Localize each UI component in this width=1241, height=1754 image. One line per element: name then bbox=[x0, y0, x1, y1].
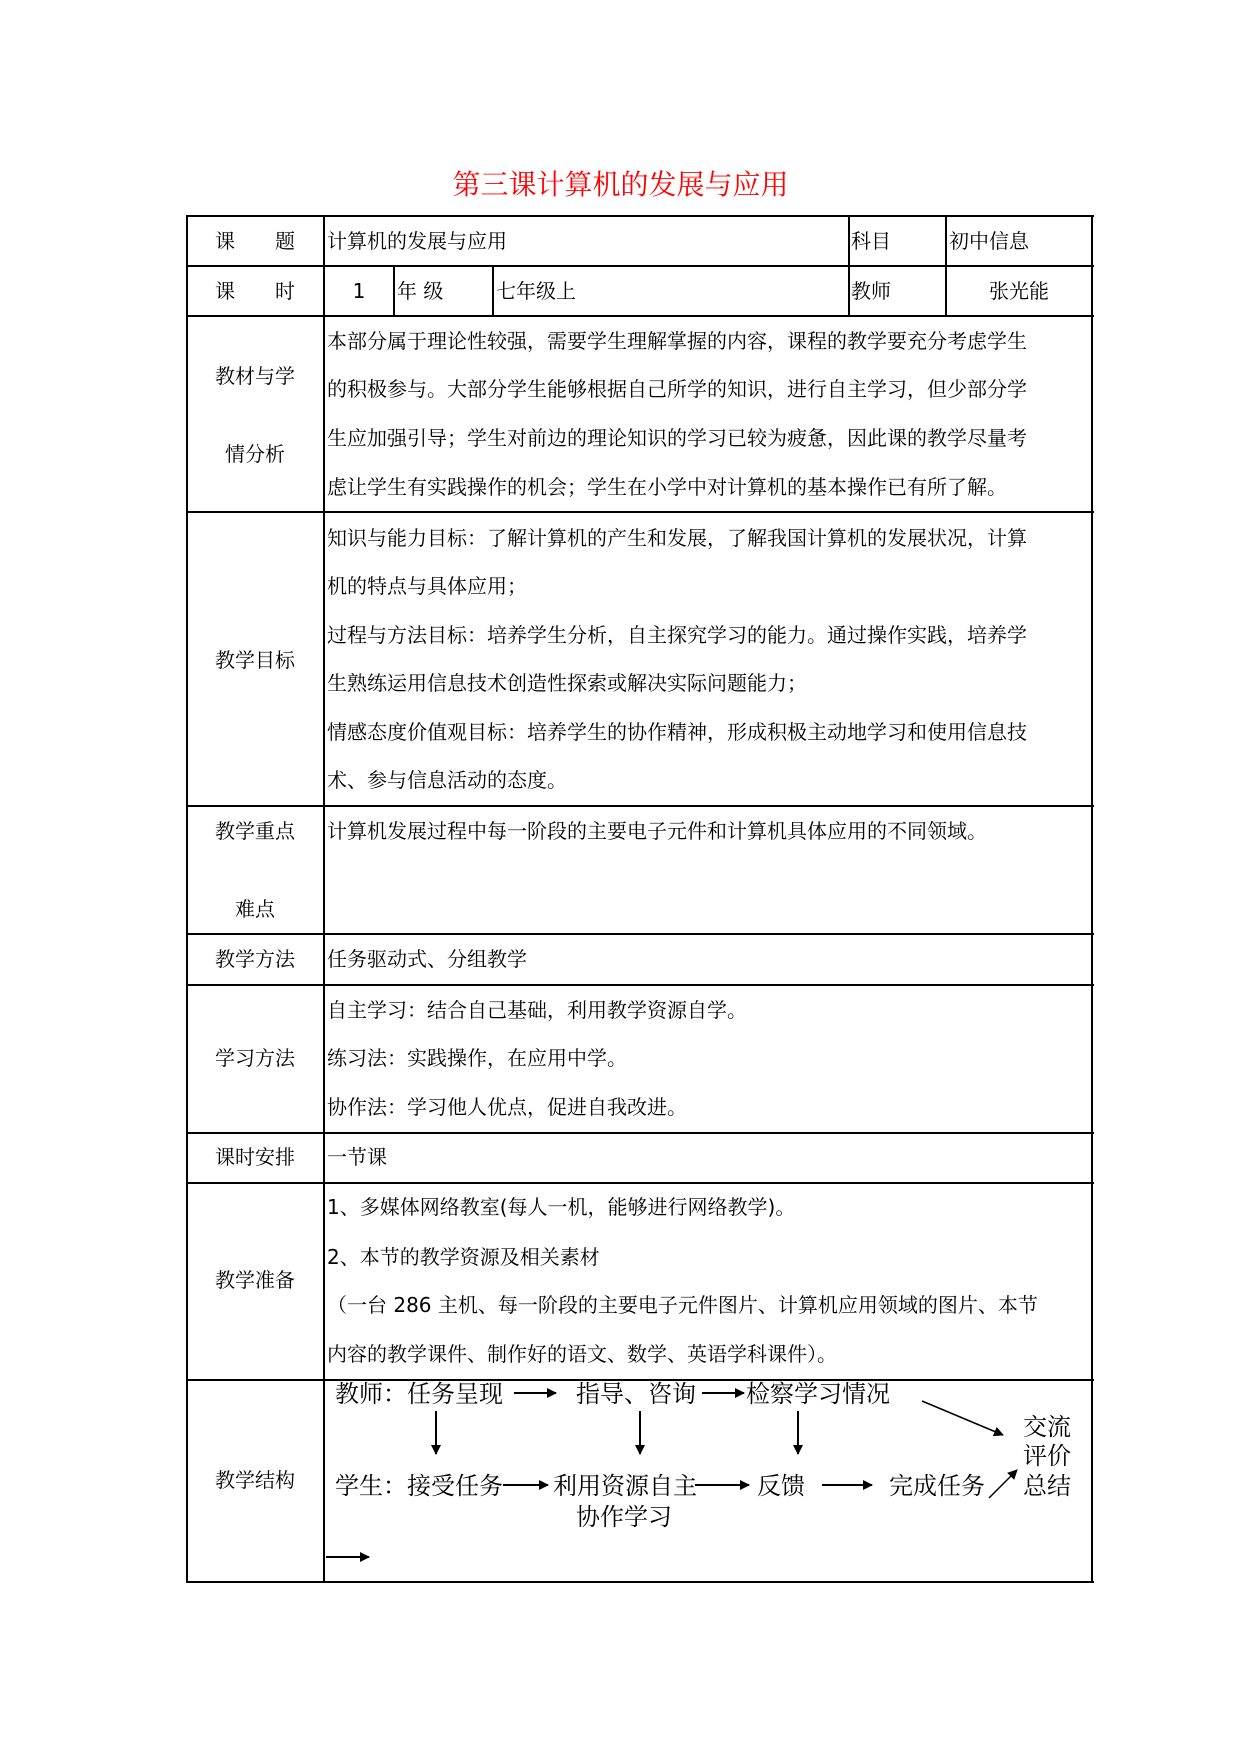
teacher-value: 张光能 bbox=[989, 279, 1049, 303]
learning-label: 学习方法 bbox=[215, 1046, 295, 1070]
teacher-step: 指导、咨询 bbox=[576, 1380, 696, 1408]
result-step: 评价 bbox=[1023, 1442, 1071, 1470]
method-text: 任务驱动式、分组教学 bbox=[327, 947, 527, 971]
teacher-step: 检察学习情况 bbox=[746, 1380, 890, 1408]
analysis-line: 的积极参与。大部分学生能够根据自己所学的知识，进行自主学习，但少部分学 bbox=[327, 377, 1027, 401]
topic-value: 计算机的发展与应用 bbox=[327, 229, 507, 253]
schedule-text: 一节课 bbox=[327, 1145, 387, 1169]
learning-line: 练习法：实践操作，在应用中学。 bbox=[327, 1046, 627, 1070]
student-step: 利用资源自主 bbox=[553, 1472, 697, 1500]
teacher-step: 教师：任务呈现 bbox=[335, 1380, 503, 1408]
goals-line: 生熟练运用信息技术创造性探索或解决实际问题能力； bbox=[327, 671, 807, 695]
learning-line: 自主学习：结合自己基础，利用教学资源自学。 bbox=[327, 998, 747, 1022]
structure-label: 教学结构 bbox=[215, 1468, 295, 1492]
focus-text: 计算机发展过程中每一阶段的主要电子元件和计算机具体应用的不同领域。 bbox=[327, 819, 987, 843]
topic-label: 课 题 bbox=[215, 229, 295, 253]
goals-line: 过程与方法目标：培养学生分析，自主探究学习的能力。通过操作实践，培养学 bbox=[327, 623, 1027, 647]
arrow-icon bbox=[989, 1470, 1017, 1498]
subject-label: 科目 bbox=[851, 229, 891, 253]
prep-line: 1、多媒体网络教室(每人一机，能够进行网络教学)。 bbox=[327, 1195, 796, 1219]
subject-value: 初中信息 bbox=[949, 229, 1029, 253]
goals-label: 教学目标 bbox=[215, 648, 295, 672]
page-title: 第三课计算机的发展与应用 bbox=[452, 168, 789, 201]
result-step: 总结 bbox=[1023, 1472, 1071, 1500]
analysis-label: 教材与学 bbox=[215, 364, 295, 388]
goals-line: 知识与能力目标：了解计算机的产生和发展，了解我国计算机的发展状况，计算 bbox=[327, 526, 1027, 550]
analysis-line: 生应加强引导；学生对前边的理论知识的学习已较为疲惫，因此课的教学尽量考 bbox=[327, 426, 1027, 450]
analysis-label: 情分析 bbox=[225, 442, 285, 466]
result-step: 交流 bbox=[1023, 1413, 1071, 1441]
focus-label: 教学重点 bbox=[215, 819, 295, 843]
student-step: 协作学习 bbox=[576, 1503, 672, 1531]
goals-line: 情感态度价值观目标：培养学生的协作精神，形成积极主动地学习和使用信息技 bbox=[327, 720, 1027, 744]
prep-line: （一台 286 主机、每一阶段的主要电子元件图片、计算机应用领域的图片、本节 bbox=[327, 1293, 1038, 1317]
goals-line: 机的特点与具体应用； bbox=[327, 574, 527, 598]
prep-line: 2、本节的教学资源及相关素材 bbox=[327, 1245, 600, 1269]
student-step: 完成任务 bbox=[889, 1472, 985, 1500]
prep-label: 教学准备 bbox=[215, 1268, 295, 1292]
learning-line: 协作法：学习他人优点，促进自我改进。 bbox=[327, 1095, 687, 1119]
schedule-label: 课时安排 bbox=[215, 1145, 295, 1169]
grade-value: 七年级上 bbox=[496, 279, 576, 303]
method-label: 教学方法 bbox=[215, 947, 295, 971]
goals-line: 术、参与信息活动的态度。 bbox=[327, 768, 567, 792]
analysis-line: 本部分属于理论性较强，需要学生理解掌握的内容，课程的教学要充分考虑学生 bbox=[327, 329, 1027, 353]
hours-label: 课 时 bbox=[215, 279, 295, 303]
grade-label: 年 级 bbox=[397, 279, 444, 303]
student-step: 学生：接受任务 bbox=[335, 1472, 503, 1500]
student-step: 反馈 bbox=[757, 1472, 805, 1500]
hours-value: 1 bbox=[352, 279, 366, 303]
teacher-label: 教师 bbox=[851, 279, 891, 303]
prep-line: 内容的教学课件、制作好的语文、数学、英语学科课件）。 bbox=[327, 1342, 837, 1366]
focus-label: 难点 bbox=[235, 897, 275, 921]
arrow-icon bbox=[922, 1401, 1003, 1435]
analysis-line: 虑让学生有实践操作的机会；学生在小学中对计算机的基本操作已有所了解。 bbox=[327, 475, 1007, 499]
